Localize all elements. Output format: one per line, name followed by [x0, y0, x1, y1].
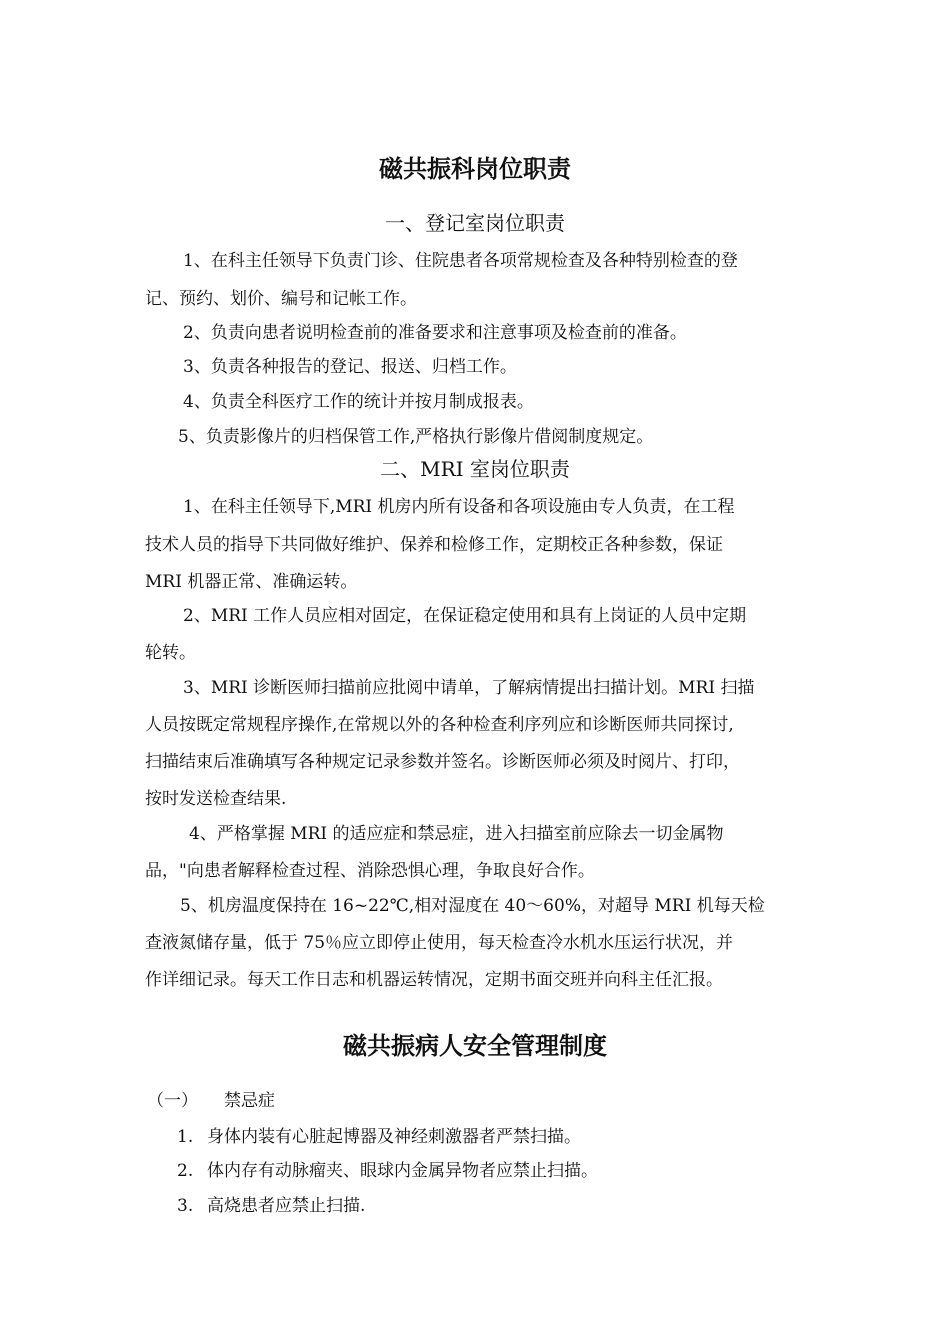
paragraph-line: 3、负责各种报告的登记、报送、归档工作。 [183, 357, 517, 377]
paragraph-line: 人员按既定常规程序操作,在常规以外的各种检查利序列应和诊断医师共同探讨, [145, 715, 734, 735]
paragraph-line: 3、MRI 诊断医师扫描前应批阅中请单，了解病情提出扫描计划。MRI 扫描 [183, 678, 755, 698]
paragraph-line: 技术人员的指导下共同做好维护、保养和检修工作，定期校正各种参数，保证 [145, 535, 723, 555]
second-title: 磁共振病人安全管理制度 [343, 1032, 607, 1060]
paragraph-line: 4、严格掌握 MRI 的适应症和禁忌症，进入扫描室前应除去一切金属物 [189, 824, 724, 844]
paragraph-line: 5、负责影像片的归档保管工作,严格执行影像片借阅制度规定。 [178, 427, 654, 447]
section-heading-registration: 一、登记室岗位职责 [385, 211, 565, 235]
section-heading-mri-room: 二、MRI 室岗位职责 [380, 457, 570, 481]
main-title: 磁共振科岗位职责 [379, 155, 571, 183]
list-heading-text: 禁忌症 [224, 1091, 275, 1111]
paragraph-line: MRI 机器正常、准确运转。 [145, 572, 358, 592]
paragraph-line: 2、MRI 工作人员应相对固定，在保证稳定使用和具有上岗证的人员中定期 [183, 606, 747, 626]
paragraph-line: 记、预约、划价、编号和记帐工作。 [145, 289, 417, 309]
paragraph-line: 2、负责向患者说明检查前的准备要求和注意事项及检查前的准备。 [183, 323, 687, 343]
paragraph-line: 5、机房温度保持在 16~22℃,相对湿度在 40～60%，对超导 MRI 机每天检 [180, 896, 765, 916]
list-item-text: 身体内装有心脏起博器及神经刺激器者严禁扫描。 [207, 1127, 581, 1147]
list-item-text: 体内存有动脉瘤夹、眼球内金属异物者应禁止扫描。 [207, 1161, 598, 1181]
paragraph-line: 轮转。 [145, 643, 196, 663]
paragraph-line: 查液氮储存量，低于 75％应立即停止使用，每天检查冷水机水压运行状况，并 [145, 933, 734, 953]
list-heading-number: （一） [147, 1091, 198, 1111]
paragraph-line: 1、在科主任领导下,MRI 机房内所有设备和各项设施由专人负责，在工程 [183, 497, 735, 517]
list-item-number: 2. [177, 1161, 194, 1181]
list-item-number: 1. [177, 1127, 194, 1147]
paragraph-line: 作详细记录。每天工作日志和机器运转情况，定期书面交班并向科主任汇报。 [145, 970, 723, 990]
list-item-number: 3. [177, 1196, 194, 1216]
paragraph-line: 4、负责全科医疗工作的统计并按月制成报表。 [183, 392, 534, 412]
list-item-text: 高烧患者应禁止扫描. [207, 1196, 366, 1216]
paragraph-line: 扫描结束后准确填写各种规定记录参数并签名。诊断医师必须及时阅片、打印， [145, 752, 740, 772]
paragraph-line: 品，"向患者解释检查过程、消除恐惧心理，争取良好合作。 [145, 861, 595, 881]
paragraph-line: 按时发送检查结果. [145, 789, 287, 809]
paragraph-line: 1、在科主任领导下负责门诊、住院患者各项常规检查及各种特别检查的登 [183, 251, 738, 271]
